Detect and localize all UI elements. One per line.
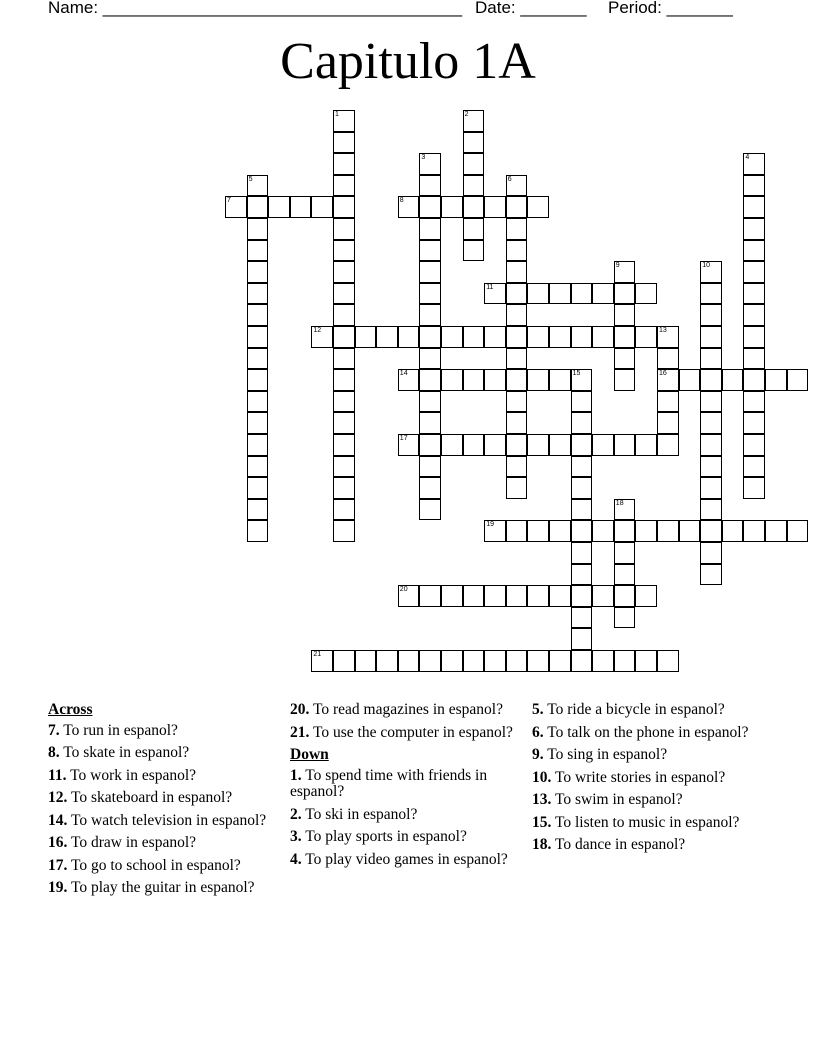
clue-number: 8 xyxy=(399,197,404,205)
grid-cell[interactable] xyxy=(333,650,355,672)
grid-cell[interactable] xyxy=(722,520,744,542)
clue-number: 15 xyxy=(572,370,581,378)
grid-cell[interactable] xyxy=(333,369,355,391)
grid-cell[interactable] xyxy=(592,585,614,607)
grid-cell[interactable] xyxy=(333,240,355,262)
grid-cell[interactable] xyxy=(657,434,679,456)
grid-cell[interactable] xyxy=(635,650,657,672)
grid-cell[interactable] xyxy=(419,369,441,391)
grid-cell[interactable] xyxy=(247,520,269,542)
grid-cell[interactable] xyxy=(441,369,463,391)
clue-number: 12 xyxy=(313,327,322,334)
grid-cell[interactable] xyxy=(463,153,485,175)
grid-cell[interactable] xyxy=(463,585,485,607)
grid-cell[interactable] xyxy=(614,304,636,326)
clue-across-17: 17. To go to school in espanol? xyxy=(48,856,241,874)
across-heading: Across xyxy=(48,701,93,718)
grid-cell[interactable] xyxy=(635,434,657,456)
name-field: Name: ______________________________________ xyxy=(48,0,463,17)
grid-cell[interactable] xyxy=(419,283,441,305)
grid-cell[interactable] xyxy=(398,650,420,672)
grid-cell[interactable] xyxy=(333,391,355,413)
grid-cell[interactable] xyxy=(614,261,636,283)
grid-cell[interactable] xyxy=(635,585,657,607)
grid-cell[interactable] xyxy=(463,240,485,262)
grid-cell[interactable] xyxy=(549,520,571,542)
grid-cell[interactable] xyxy=(743,456,765,478)
grid-cell[interactable] xyxy=(506,412,528,434)
grid-cell[interactable] xyxy=(419,650,441,672)
grid-cell[interactable] xyxy=(247,412,269,434)
grid-cell[interactable] xyxy=(635,326,657,348)
grid-cell[interactable] xyxy=(441,650,463,672)
grid-cell[interactable] xyxy=(247,283,269,305)
grid-cell[interactable] xyxy=(657,348,679,370)
grid-cell[interactable] xyxy=(419,585,441,607)
grid-cell[interactable] xyxy=(743,520,765,542)
grid-cell[interactable] xyxy=(463,218,485,240)
grid-cell[interactable] xyxy=(571,499,593,521)
grid-cell[interactable] xyxy=(743,261,765,283)
grid-cell[interactable] xyxy=(506,240,528,262)
grid-cell[interactable] xyxy=(743,218,765,240)
clue-number: 14 xyxy=(399,370,408,378)
clue-down-10: 10. To write stories in espanol? xyxy=(532,768,726,786)
grid-cell[interactable] xyxy=(506,196,528,218)
grid-cell[interactable] xyxy=(398,434,420,456)
grid-cell[interactable] xyxy=(527,196,549,218)
grid-cell[interactable] xyxy=(743,153,765,175)
grid-cell[interactable] xyxy=(571,477,593,499)
clue-down-5: 5. To ride a bicycle in espanol? xyxy=(532,701,725,718)
grid-cell[interactable] xyxy=(614,650,636,672)
clue-across-11: 11. To work in espanol? xyxy=(48,766,197,784)
grid-cell[interactable] xyxy=(333,283,355,305)
grid-cell[interactable] xyxy=(635,520,657,542)
grid-cell[interactable] xyxy=(571,520,593,542)
grid-cell[interactable] xyxy=(506,283,528,305)
grid-cell[interactable] xyxy=(592,326,614,348)
clue-column-3 xyxy=(532,702,767,860)
grid-cell[interactable] xyxy=(743,477,765,499)
grid-cell[interactable] xyxy=(463,196,485,218)
grid-cell[interactable] xyxy=(787,520,809,542)
grid-cell[interactable] xyxy=(333,456,355,478)
clue-number: 7 xyxy=(227,197,231,205)
grid-cell[interactable] xyxy=(333,261,355,283)
grid-cell[interactable] xyxy=(743,175,765,197)
grid-cell[interactable] xyxy=(571,650,593,672)
grid-cell[interactable] xyxy=(549,650,571,672)
grid-cell[interactable] xyxy=(571,369,593,391)
grid-cell[interactable] xyxy=(247,218,269,240)
grid-cell[interactable] xyxy=(311,650,333,672)
grid-cell[interactable] xyxy=(419,240,441,262)
grid-cell[interactable] xyxy=(765,369,787,391)
grid-cell[interactable] xyxy=(419,348,441,370)
clue-number: 17 xyxy=(399,435,408,442)
grid-cell[interactable] xyxy=(419,175,441,197)
grid-cell[interactable] xyxy=(506,261,528,283)
grid-cell[interactable] xyxy=(743,326,765,348)
grid-cell[interactable] xyxy=(700,434,722,456)
grid-cell[interactable] xyxy=(419,391,441,413)
grid-cell[interactable] xyxy=(571,391,593,413)
grid-cell[interactable] xyxy=(463,110,485,132)
clue-down-9: 9. To sing in espanol? xyxy=(532,746,668,763)
grid-cell[interactable] xyxy=(700,304,722,326)
grid-cell[interactable] xyxy=(506,520,528,542)
grid-cell[interactable] xyxy=(463,434,485,456)
grid-cell[interactable] xyxy=(484,434,506,456)
grid-cell[interactable] xyxy=(614,585,636,607)
grid-cell[interactable] xyxy=(614,499,636,521)
grid-cell[interactable] xyxy=(333,218,355,240)
grid-cell[interactable] xyxy=(679,520,701,542)
grid-cell[interactable] xyxy=(700,499,722,521)
grid-cell[interactable] xyxy=(592,434,614,456)
grid-cell[interactable] xyxy=(506,434,528,456)
clue-down-2: 2. To ski in espanol? xyxy=(290,805,418,823)
grid-cell[interactable] xyxy=(571,283,593,305)
grid-cell[interactable] xyxy=(441,585,463,607)
grid-cell[interactable] xyxy=(247,304,269,326)
grid-cell[interactable] xyxy=(527,520,549,542)
grid-cell[interactable] xyxy=(419,434,441,456)
grid-cell[interactable] xyxy=(484,585,506,607)
grid-cell[interactable] xyxy=(549,369,571,391)
grid-cell[interactable] xyxy=(614,564,636,586)
clue-number: 3 xyxy=(421,154,426,162)
clue-number: 21 xyxy=(313,651,322,658)
grid-cell[interactable] xyxy=(743,434,765,456)
grid-cell[interactable] xyxy=(506,369,528,391)
grid-cell[interactable] xyxy=(614,283,636,305)
clue-number: 18 xyxy=(615,499,624,507)
grid-cell[interactable] xyxy=(592,650,614,672)
grid-cell[interactable] xyxy=(765,520,787,542)
grid-cell[interactable] xyxy=(419,326,441,348)
grid-cell[interactable] xyxy=(419,196,441,218)
grid-cell[interactable] xyxy=(592,520,614,542)
grid-cell[interactable] xyxy=(571,434,593,456)
grid-cell[interactable] xyxy=(441,434,463,456)
grid-cell[interactable] xyxy=(700,369,722,391)
grid-cell[interactable] xyxy=(571,456,593,478)
grid-cell[interactable] xyxy=(419,153,441,175)
grid-cell[interactable] xyxy=(463,650,485,672)
clue-down-6: 6. To talk on the phone in espanol? xyxy=(532,723,749,741)
grid-cell[interactable] xyxy=(700,326,722,348)
clue-column-1 xyxy=(48,702,283,903)
clue-number: 6 xyxy=(507,175,512,183)
grid-cell[interactable] xyxy=(506,175,528,197)
grid-cell[interactable] xyxy=(355,650,377,672)
grid-cell[interactable] xyxy=(722,369,744,391)
grid-cell[interactable] xyxy=(549,326,571,348)
clue-down-1: 1. To spend time with friends in espanol? xyxy=(290,766,488,800)
grid-cell[interactable] xyxy=(506,218,528,240)
grid-cell[interactable] xyxy=(614,369,636,391)
grid-cell[interactable] xyxy=(743,412,765,434)
grid-cell[interactable] xyxy=(247,348,269,370)
grid-cell[interactable] xyxy=(787,369,809,391)
grid-cell[interactable] xyxy=(463,175,485,197)
grid-cell[interactable] xyxy=(398,369,420,391)
grid-cell[interactable] xyxy=(700,283,722,305)
clue-number: 11 xyxy=(486,283,494,291)
grid-cell[interactable] xyxy=(657,520,679,542)
grid-cell[interactable] xyxy=(419,456,441,478)
grid-cell[interactable] xyxy=(743,196,765,218)
grid-cell[interactable] xyxy=(635,283,657,305)
grid-cell[interactable] xyxy=(333,175,355,197)
grid-cell[interactable] xyxy=(484,196,506,218)
grid-cell[interactable] xyxy=(311,196,333,218)
grid-cell[interactable] xyxy=(614,348,636,370)
grid-cell[interactable] xyxy=(333,348,355,370)
grid-cell[interactable] xyxy=(527,283,549,305)
clue-number: 9 xyxy=(615,262,620,270)
date-field: Date: _______ xyxy=(475,0,587,17)
grid-cell[interactable] xyxy=(700,391,722,413)
grid-cell[interactable] xyxy=(527,326,549,348)
down-heading: Down xyxy=(290,746,329,763)
period-field: Period: _______ xyxy=(608,0,733,17)
clue-across-16: 16. To draw in espanol? xyxy=(48,834,197,851)
clue-number: 10 xyxy=(702,262,710,270)
grid-cell[interactable] xyxy=(614,326,636,348)
grid-cell[interactable] xyxy=(527,434,549,456)
grid-cell[interactable] xyxy=(743,240,765,262)
grid-cell[interactable] xyxy=(484,369,506,391)
grid-cell[interactable] xyxy=(333,520,355,542)
grid-cell[interactable] xyxy=(549,434,571,456)
clue-across-7: 7. To run in espanol? xyxy=(48,721,178,739)
grid-cell[interactable] xyxy=(333,326,355,348)
grid-cell[interactable] xyxy=(247,434,269,456)
grid-cell[interactable] xyxy=(592,283,614,305)
clue-number: 13 xyxy=(659,327,667,334)
grid-cell[interactable] xyxy=(419,304,441,326)
grid-cell[interactable] xyxy=(376,326,398,348)
grid-cell[interactable] xyxy=(657,369,679,391)
grid-cell[interactable] xyxy=(614,520,636,542)
grid-cell[interactable] xyxy=(700,564,722,586)
grid-cell[interactable] xyxy=(700,348,722,370)
grid-cell[interactable] xyxy=(527,585,549,607)
grid-cell[interactable] xyxy=(419,477,441,499)
grid-cell[interactable] xyxy=(743,369,765,391)
grid-cell[interactable] xyxy=(549,283,571,305)
clue-number: 4 xyxy=(745,154,750,162)
page-title: Capitulo 1A xyxy=(280,33,536,90)
clue-down-18: 18. To dance in espanol? xyxy=(532,836,686,853)
grid-cell[interactable] xyxy=(398,326,420,348)
grid-cell[interactable] xyxy=(463,369,485,391)
grid-cell[interactable] xyxy=(247,369,269,391)
grid-cell[interactable] xyxy=(571,607,593,629)
grid-cell[interactable] xyxy=(571,585,593,607)
grid-cell[interactable] xyxy=(419,499,441,521)
grid-cell[interactable] xyxy=(657,326,679,348)
grid-cell[interactable] xyxy=(333,110,355,132)
grid-cell[interactable] xyxy=(419,261,441,283)
grid-cell[interactable] xyxy=(247,240,269,262)
grid-cell[interactable] xyxy=(527,650,549,672)
grid-cell[interactable] xyxy=(700,412,722,434)
grid-cell[interactable] xyxy=(743,304,765,326)
grid-cell[interactable] xyxy=(614,607,636,629)
grid-cell[interactable] xyxy=(463,326,485,348)
grid-cell[interactable] xyxy=(247,175,269,197)
grid-cell[interactable] xyxy=(614,434,636,456)
clue-number: 16 xyxy=(659,370,667,378)
grid-cell[interactable] xyxy=(333,153,355,175)
grid-cell[interactable] xyxy=(333,477,355,499)
grid-cell[interactable] xyxy=(311,326,333,348)
grid-cell[interactable] xyxy=(333,434,355,456)
clue-number: 19 xyxy=(486,521,494,529)
clue-across-8: 8. To skate in espanol? xyxy=(48,744,190,761)
grid-cell[interactable] xyxy=(268,196,290,218)
grid-cell[interactable] xyxy=(333,132,355,154)
grid-cell[interactable] xyxy=(549,585,571,607)
grid-cell[interactable] xyxy=(506,650,528,672)
clue-across-21: 21. To use the computer in espanol? xyxy=(290,723,513,741)
grid-cell[interactable] xyxy=(743,348,765,370)
grid-cell[interactable] xyxy=(743,391,765,413)
clue-down-15: 15. To listen to music in espanol? xyxy=(532,813,740,831)
grid-cell[interactable] xyxy=(657,412,679,434)
grid-cell[interactable] xyxy=(700,456,722,478)
grid-cell[interactable] xyxy=(398,585,420,607)
grid-cell[interactable] xyxy=(225,196,247,218)
clue-column-2 xyxy=(290,702,525,874)
grid-cell[interactable] xyxy=(571,628,593,650)
grid-cell[interactable] xyxy=(679,369,701,391)
grid-cell[interactable] xyxy=(484,326,506,348)
grid-cell[interactable] xyxy=(571,326,593,348)
grid-cell[interactable] xyxy=(571,542,593,564)
grid-cell[interactable] xyxy=(247,499,269,521)
grid-cell[interactable] xyxy=(441,326,463,348)
grid-cell[interactable] xyxy=(419,218,441,240)
clue-number: 20 xyxy=(399,586,408,594)
clue-across-19: 19. To play the guitar in espanol? xyxy=(48,879,255,896)
clue-across-12: 12. To skateboard in espanol? xyxy=(48,789,233,806)
grid-cell[interactable] xyxy=(247,326,269,348)
grid-cell[interactable] xyxy=(743,283,765,305)
grid-cell[interactable] xyxy=(484,283,506,305)
grid-cell[interactable] xyxy=(506,391,528,413)
grid-cell[interactable] xyxy=(506,326,528,348)
grid-cell[interactable] xyxy=(247,456,269,478)
grid-cell[interactable] xyxy=(700,261,722,283)
grid-cell[interactable] xyxy=(506,348,528,370)
grid-cell[interactable] xyxy=(614,542,636,564)
grid-cell[interactable] xyxy=(571,564,593,586)
grid-cell[interactable] xyxy=(333,412,355,434)
grid-cell[interactable] xyxy=(506,585,528,607)
clue-number: 2 xyxy=(464,111,469,118)
grid-cell[interactable] xyxy=(441,196,463,218)
grid-cell[interactable] xyxy=(333,196,355,218)
grid-cell[interactable] xyxy=(571,412,593,434)
grid-cell[interactable] xyxy=(700,477,722,499)
grid-cell[interactable] xyxy=(398,196,420,218)
grid-cell[interactable] xyxy=(506,477,528,499)
grid-cell[interactable] xyxy=(506,456,528,478)
grid-cell[interactable] xyxy=(527,369,549,391)
clue-down-4: 4. To play video games in espanol? xyxy=(290,850,508,868)
grid-cell[interactable] xyxy=(700,520,722,542)
clue-down-13: 13. To swim in espanol? xyxy=(532,791,683,808)
grid-cell[interactable] xyxy=(247,477,269,499)
clue-down-3: 3. To play sports in espanol? xyxy=(290,828,467,845)
grid-cell[interactable] xyxy=(463,132,485,154)
grid-cell[interactable] xyxy=(247,261,269,283)
grid-cell[interactable] xyxy=(657,391,679,413)
grid-cell[interactable] xyxy=(247,196,269,218)
clue-across-20: 20. To read magazines in espanol? xyxy=(290,701,503,718)
grid-cell[interactable] xyxy=(419,412,441,434)
grid-cell[interactable] xyxy=(657,650,679,672)
grid-cell[interactable] xyxy=(333,304,355,326)
grid-cell[interactable] xyxy=(506,304,528,326)
grid-cell[interactable] xyxy=(290,196,312,218)
clue-number: 5 xyxy=(248,175,253,183)
clue-number: 1 xyxy=(335,111,339,118)
grid-cell[interactable] xyxy=(484,650,506,672)
grid-cell[interactable] xyxy=(376,650,398,672)
grid-cell[interactable] xyxy=(333,499,355,521)
grid-cell[interactable] xyxy=(355,326,377,348)
clue-across-14: 14. To watch television in espanol? xyxy=(48,811,267,829)
grid-cell[interactable] xyxy=(484,520,506,542)
grid-cell[interactable] xyxy=(700,542,722,564)
grid-cell[interactable] xyxy=(247,391,269,413)
